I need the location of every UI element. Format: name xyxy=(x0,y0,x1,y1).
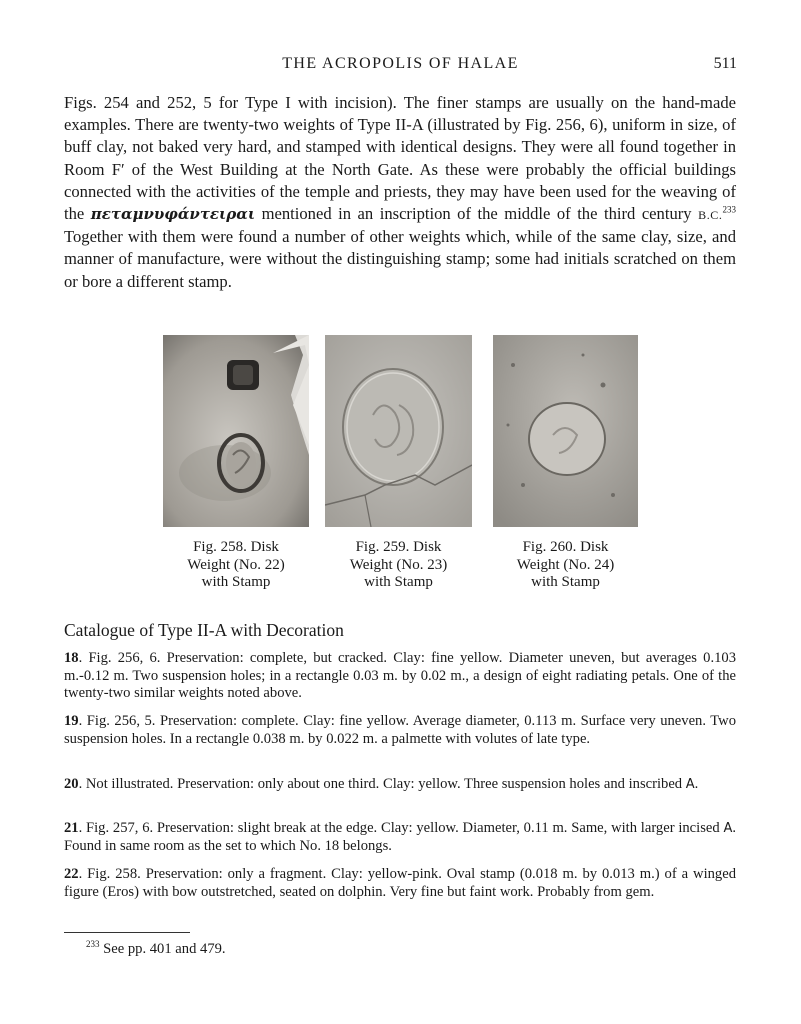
catalogue-heading: Catalogue of Type II-A with Decoration xyxy=(64,620,344,640)
entry-number: 21 xyxy=(64,820,79,836)
entry-number: 19 xyxy=(64,713,79,729)
incised-letter: A xyxy=(685,777,695,792)
caption-line: Fig. 260. Disk xyxy=(522,539,609,555)
caption-line: Fig. 258. Disk xyxy=(193,539,279,555)
caption-line: with Stamp xyxy=(201,574,271,590)
entry-number: 18 xyxy=(64,650,79,666)
entry-text: . Fig. 256, 6. Preservation: complete, but cracked. Clay: fine yellow. Diameter uneven, but averages 0.103 m.-0.12 m. Two suspension holes; in a rectangle 0.03 m. by 0.02 m., a design of eight radiating petals. One of the twenty-two similar weights noted above. xyxy=(64,650,736,702)
figure-259 xyxy=(325,335,472,592)
figure-row xyxy=(0,335,801,595)
running-head xyxy=(0,55,801,77)
entry-number: 22 xyxy=(64,866,79,882)
disk-weight-photo-258 xyxy=(163,335,309,527)
greek-word: πεταμνυφάντειραι xyxy=(90,205,256,224)
catalogue-entry-19 xyxy=(64,713,736,748)
entry-text: . Fig. 258. Preservation: only a fragment. Clay: yellow-pink. Oval stamp (0.018 m. by 0.013 m.) of a winged figure (Eros) with bow outstretched, seated on dolphin. Very fine but faint work. Probably from gem. xyxy=(64,866,736,900)
era-abbrev: B.C. xyxy=(698,208,723,223)
entry-number: 20 xyxy=(64,776,79,792)
caption-260 xyxy=(493,539,638,592)
entry-text: . Not illustrated. Preservation: only about one third. Clay: yellow. Three suspension holes and inscribed xyxy=(78,776,686,792)
entry-text-after: . Found in same room as the set to which No. 18 belongs. xyxy=(64,820,736,854)
figure-260 xyxy=(493,335,638,592)
entry-text-after: . xyxy=(694,776,699,792)
body-paragraph xyxy=(64,92,736,293)
caption-line: with Stamp xyxy=(531,574,600,590)
caption-line: with Stamp xyxy=(364,574,433,590)
disk-weight-photo-259 xyxy=(325,335,472,527)
footnote-text: See pp. 401 and 479. xyxy=(99,941,226,957)
footnote-number: 233 xyxy=(86,939,100,950)
caption-258 xyxy=(163,539,309,592)
footnote xyxy=(86,941,226,958)
caption-line: Weight (No. 24) xyxy=(516,556,615,573)
footnote-rule xyxy=(64,932,190,933)
catalogue-entry-20 xyxy=(64,776,736,794)
page-number: 511 xyxy=(713,55,737,72)
body-text-part3: Together with them were found a number of other weights which, while of the same clay, size, and manner of manufacture, were without the distinguishing stamp; some had initials scratched on them or bore a different stamp. xyxy=(64,227,736,291)
body-text-part1: Figs. 254 and 252, 5 for Type I with incision). The finer stamps are usually on the hand-made examples. There are twenty-two weights of Type II-A (illustrated by Fig. 256, 6), uniform in size, of buff clay, not baked very hard, and stamped with identical designs. They were all found together in Room F′ of the West Building at the North Gate. As these were probably the official buildings connected with the activities of the temple and priests, they may have been used for the weaving of the xyxy=(64,93,736,224)
catalogue-entry-18 xyxy=(64,650,736,703)
footnote-ref: 233 xyxy=(722,204,737,215)
caption-259 xyxy=(325,539,472,592)
entry-text: . Fig. 256, 5. Preservation: complete. Clay: fine yellow. Average diameter, 0.113 m. Surface very uneven. Two suspension holes. In a rectangle 0.038 m. by 0.022 m. a palmette with volutes of late type. xyxy=(64,713,736,747)
caption-line: Weight (No. 22) xyxy=(187,556,285,573)
incised-letter: A xyxy=(723,821,733,836)
running-title: THE ACROPOLIS OF HALAE xyxy=(282,55,519,72)
entry-text: . Fig. 257, 6. Preservation: slight break at the edge. Clay: yellow. Diameter, 0.11 m. Same, with larger incised xyxy=(78,820,724,836)
catalogue-entry-21 xyxy=(64,820,736,855)
catalogue-entry-22 xyxy=(64,866,736,901)
caption-line: Fig. 259. Disk xyxy=(355,539,442,555)
figure-258 xyxy=(163,335,309,592)
body-text-part2: mentioned in an inscription of the middle of the third century xyxy=(255,204,699,224)
caption-line: Weight (No. 23) xyxy=(349,556,448,573)
disk-weight-photo-260 xyxy=(493,335,638,527)
